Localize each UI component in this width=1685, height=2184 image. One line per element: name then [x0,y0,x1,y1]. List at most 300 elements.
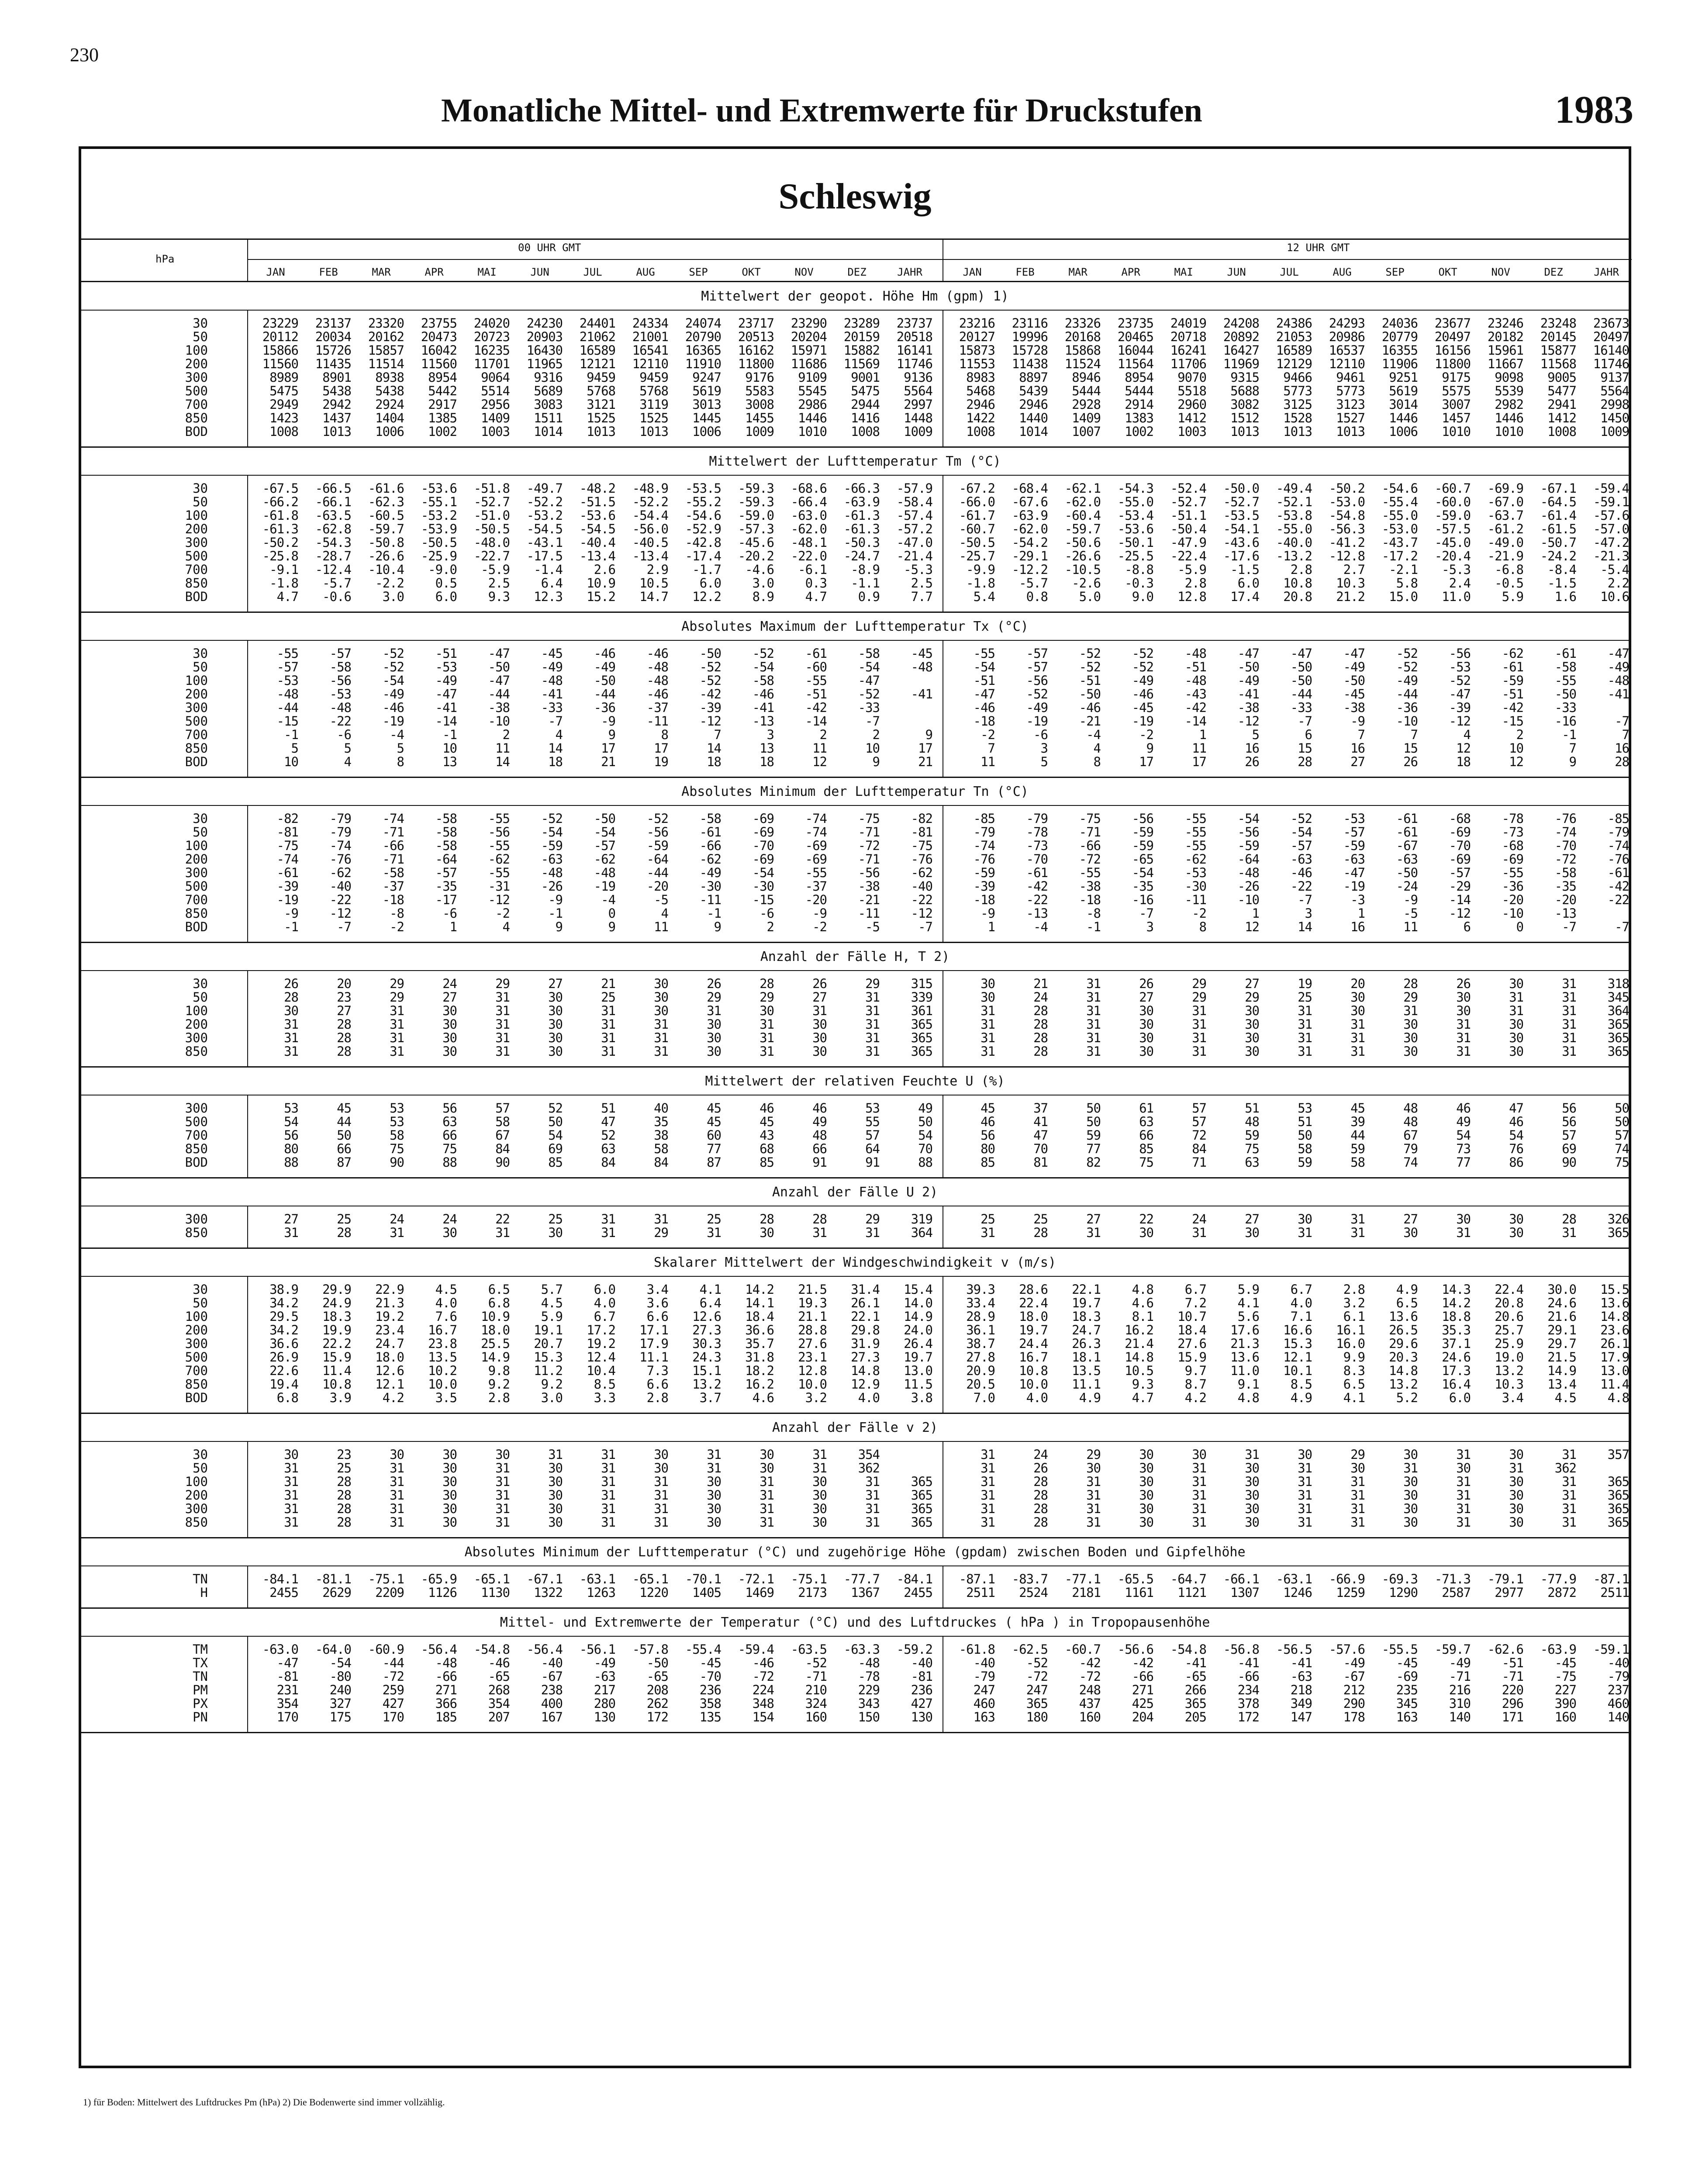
table-cell: -14 [1449,892,1471,907]
table-cell: 20.7 [534,1336,563,1351]
table-cell: -56 [858,865,880,880]
table-cell: -7 [1562,919,1576,934]
table-cell: -52 [1132,660,1153,674]
table-cell: -65 [1184,1669,1206,1684]
table-cell: -1.1 [851,576,880,591]
table-cell: 24 [390,1212,404,1227]
table-row [81,384,1629,398]
table-cell: -2 [1139,727,1153,742]
table-cell: -1.5 [1547,576,1576,591]
table-cell: 31 [1456,1474,1471,1489]
table-cell: 44 [1350,1128,1365,1143]
table-cell: 24 [442,976,457,991]
table-cell: 88 [918,1155,932,1170]
table-cell: 5689 [534,384,563,398]
table-cell: 4.6 [1132,1296,1153,1310]
table-cell: -65 [1132,852,1153,867]
table-cell: -5 [1403,906,1418,921]
table-cell: -68 [1502,838,1523,853]
table-cell: 15971 [791,343,827,358]
table-cell: 63 [442,1114,457,1129]
table-cell: 8946 [1072,370,1101,385]
month-header: MAR [1068,266,1088,278]
table-cell: 2924 [375,397,404,412]
row-label: 100 [185,1309,208,1324]
table-cell: 154 [752,1710,774,1724]
table-cell: -6.8 [1495,562,1523,577]
table-cell: 17 [918,741,932,756]
table-cell: 20162 [368,329,404,344]
table-cell: 12110 [1329,356,1365,371]
table-cell: 3.0 [382,589,404,604]
table-cell: 13.2 [692,1377,721,1392]
table-cell: 56 [284,1128,298,1143]
table-cell: 160 [1079,1710,1101,1724]
table-cell: -66.4 [791,494,827,509]
table-cell: 30.3 [692,1336,721,1351]
table-cell: 8954 [428,370,457,385]
table-cell: 31 [601,1461,615,1476]
table-cell: 12.6 [692,1309,721,1324]
section-title: Mittel- und Extremwerte der Temperatur (°C) und des Luftdruckes ( hPa ) in Tropopausenhöhe [81,1609,1629,1637]
table-cell: 11 [981,754,995,769]
table-cell: 4.1 [1237,1296,1259,1310]
table-cell: -9 [812,906,827,921]
table-cell: 21.2 [1336,589,1365,604]
unit-label: hPa [155,253,175,265]
row-label: TN [193,1669,208,1684]
table-cell: 20.8 [1495,1296,1523,1310]
table-cell: 16.1 [1336,1323,1365,1337]
table-cell: -49 [594,1655,615,1670]
table-cell: 365 [1607,1225,1629,1240]
table-cell: 5773 [1336,384,1365,398]
table-cell: 18 [1456,754,1471,769]
table-cell: 30 [548,1461,563,1476]
table-cell: 30 [654,1461,668,1476]
table-cell: 31 [981,1461,995,1476]
table-cell: 30 [548,1003,563,1018]
table-cell: -58 [858,646,880,661]
table-cell: 13.6 [1389,1309,1418,1324]
table-cell: -70 [1554,838,1576,853]
table-cell: -33 [1290,700,1312,715]
table-cell: -51.8 [473,481,510,496]
table-cell: 56 [442,1101,457,1116]
table-cell: 30 [707,1044,721,1059]
table-cell: -45 [1554,1655,1576,1670]
table-cell: 30 [654,1003,668,1018]
table-cell: 4.0 [594,1296,615,1310]
row-label: 30 [193,316,208,331]
table-cell: -52 [382,660,404,674]
table-cell: 20723 [473,329,510,344]
table-cell: 30 [1245,1030,1259,1045]
table-cell: 63 [1139,1114,1153,1129]
table-row [81,590,1629,604]
table-cell: 13 [442,754,457,769]
section-title: Mittelwert der Lufttemperatur Tm (°C) [81,448,1629,476]
table-cell: 2986 [798,397,827,412]
table-cell: -53 [1184,865,1206,880]
table-cell: 29.5 [269,1309,298,1324]
row-label: 200 [185,1488,208,1503]
table-cell: -79.1 [1487,1572,1523,1586]
table-cell: -12 [329,906,351,921]
table-cell: 30 [1139,1461,1153,1476]
month-header: NOV [1491,266,1510,278]
table-cell: -61 [1396,825,1418,840]
table-cell: -37 [646,700,668,715]
table-cell: 25 [707,1212,721,1227]
table-cell: 1121 [1177,1585,1206,1600]
table-cell: 30 [707,1501,721,1516]
row-label: 30 [193,1282,208,1297]
table-cell: -9 [981,906,995,921]
table-cell: -64 [435,852,457,867]
table-cell: -67 [1396,838,1418,853]
table-cell: 30 [1456,1003,1471,1018]
row-label: 30 [193,481,208,496]
table-cell: -39 [973,879,995,894]
table-cell: -9 [548,892,563,907]
table-cell: 22.2 [322,1336,351,1351]
table-cell: -56.5 [1276,1642,1312,1657]
table-cell: 31 [1192,1515,1206,1530]
table-cell: -39 [1449,700,1471,715]
table-row [81,1115,1629,1129]
table-cell: 22.1 [851,1309,880,1324]
table-cell: 31 [865,1488,880,1503]
table-cell: 67 [495,1128,510,1143]
table-cell: 3013 [692,397,721,412]
table-cell: -9.0 [428,562,457,577]
table-cell: 31 [1086,1225,1101,1240]
row-label: BOD [185,1155,208,1170]
table-cell: -52.9 [685,522,721,536]
table-cell: 24334 [632,316,668,331]
table-cell: -59.7 [368,522,404,536]
table-cell: 87 [337,1155,351,1170]
table-cell: -66.5 [315,481,351,496]
table-cell: 26.1 [851,1296,880,1310]
row-label: 100 [185,508,208,523]
data-section [81,943,1629,1068]
table-cell: 31 [707,1003,721,1018]
table-cell: -14 [805,714,827,729]
table-cell: 1455 [745,411,774,425]
table-cell: 21.4 [1125,1336,1153,1351]
table-cell: 20.6 [1495,1309,1523,1324]
table-cell: -24.2 [1540,549,1576,563]
table-cell: 28 [1033,1003,1048,1018]
table-cell: 1409 [1072,411,1101,425]
section-title: Mittelwert der geopot. Höhe Hm (gpm) 1) [81,283,1629,311]
table-cell: -54 [1132,865,1153,880]
table-cell: 30 [548,1501,563,1516]
table-cell: -7 [1298,892,1312,907]
table-cell: -61 [699,825,721,840]
table-cell: -4 [1086,727,1101,742]
table-cell: 20513 [738,329,774,344]
month-header: AUG [636,266,655,278]
table-cell: 6.5 [488,1282,510,1297]
table-cell: -14 [1184,714,1206,729]
row-label: 50 [193,1296,208,1310]
table-cell: -71 [1449,1669,1471,1684]
table-cell: 5 [1040,754,1048,769]
table-cell: -6 [1033,727,1048,742]
table-cell: 31 [390,1461,404,1476]
table-cell: 6.6 [646,1309,668,1324]
row-label: 100 [185,838,208,853]
table-row [81,509,1629,522]
table-cell: 170 [276,1710,298,1724]
table-cell: 15 [1403,741,1418,756]
table-cell: 29 [390,990,404,1005]
table-cell: 15961 [1487,343,1523,358]
table-cell: -59.3 [738,481,774,496]
table-cell: -74 [382,811,404,826]
table-cell: 3.0 [541,1390,563,1405]
table-cell: 3.7 [699,1390,721,1405]
table-cell: 5438 [322,384,351,398]
row-label: 300 [185,1336,208,1351]
table-cell: 19.7 [1019,1323,1048,1337]
table-cell: 28 [1403,976,1418,991]
table-cell: -59.0 [738,508,774,523]
table-cell: -53.0 [1381,522,1418,536]
table-cell: 31 [601,1447,615,1462]
table-cell: 6.0 [1237,576,1259,591]
table-cell: 30 [1350,1003,1365,1018]
table-cell: 30 [654,990,668,1005]
table-cell: -10 [1396,714,1418,729]
table-cell: -21 [858,892,880,907]
table-cell: 30 [1509,976,1523,991]
table-cell: 31 [1086,1515,1101,1530]
table-cell: -4 [601,892,615,907]
table-cell: 11568 [1540,356,1576,371]
table-cell: 7 [1569,741,1576,756]
table-cell: 91 [865,1155,880,1170]
table-cell: 3.4 [1502,1390,1523,1405]
table-cell: 23289 [843,316,880,331]
table-cell: -19 [382,714,404,729]
table-cell: -4 [1033,919,1048,934]
table-cell: 16589 [579,343,615,358]
table-cell: 217 [594,1683,615,1697]
table-cell: 14.3 [1442,1282,1471,1297]
table-cell: 30 [707,1017,721,1032]
table-cell: 15728 [1012,343,1048,358]
table-cell: 12.4 [587,1350,615,1365]
table-cell: 31 [495,990,510,1005]
table-cell: -46 [1132,687,1153,702]
table-cell: 31 [1192,1488,1206,1503]
table-cell: -70 [1026,852,1048,867]
table-cell: -72 [1026,1669,1048,1684]
table-cell: -56.6 [1117,1642,1153,1657]
table-cell: 343 [858,1696,880,1711]
table-cell: 9 [714,919,721,934]
table-cell: 7.3 [646,1363,668,1378]
table-cell: -48 [858,1655,880,1670]
table-cell: 2181 [1072,1585,1101,1600]
row-label: 200 [185,1323,208,1337]
table-cell: 5514 [481,384,510,398]
table-cell: -77.1 [1064,1572,1101,1586]
table-cell: 2.5 [911,576,932,591]
table-cell: 9 [608,919,615,934]
table-cell: -79 [329,825,351,840]
table-cell: -55.2 [685,494,721,509]
table-cell: 9.1 [1237,1377,1259,1392]
month-header: DEZ [847,266,867,278]
table-cell: 29 [1245,990,1259,1005]
table-cell: -61.8 [959,1642,995,1657]
table-cell: 1 [988,919,995,934]
table-cell: -69 [752,852,774,867]
table-cell: -77.9 [1540,1572,1576,1586]
table-cell: 31 [1086,976,1101,991]
table-cell: 31 [707,1461,721,1476]
table-row [81,1226,1629,1240]
table-cell: -12.2 [1012,562,1048,577]
table-cell: 1469 [745,1585,774,1600]
table-cell: -54 [752,865,774,880]
table-cell: 18.0 [481,1323,510,1337]
table-cell: -60.7 [1064,1642,1101,1657]
table-cell: 23.4 [375,1323,404,1337]
table-cell: 20986 [1329,329,1365,344]
table-cell: -61 [1502,660,1523,674]
table-cell: 378 [1237,1696,1259,1711]
table-cell: 37.1 [1442,1336,1471,1351]
table-cell: 12129 [1276,356,1312,371]
table-cell: 30 [442,1474,457,1489]
table-cell: -75.1 [368,1572,404,1586]
table-row [81,715,1629,728]
row-label: 50 [193,1461,208,1476]
table-cell: -42 [805,700,827,715]
table-cell: 9316 [534,370,563,385]
table-cell: 31 [1086,1044,1101,1059]
table-cell: 30 [1456,1461,1471,1476]
table-cell: -81 [276,1669,298,1684]
table-cell: -52 [1079,646,1101,661]
table-cell: 30 [1139,1003,1153,1018]
table-cell: 31 [1562,1225,1576,1240]
table-cell: 4.9 [1396,1282,1418,1297]
table-cell: 248 [1079,1683,1101,1697]
table-cell: -67.2 [959,481,995,496]
table-cell: 14 [548,741,563,756]
table-cell: 2982 [1495,397,1523,412]
table-cell: 31 [601,1501,615,1516]
table-cell: 31 [654,1501,668,1516]
table-cell: -63.9 [1012,508,1048,523]
table-cell: 2 [767,919,774,934]
table-cell: -81 [911,825,932,840]
table-cell: 28 [1033,1030,1048,1045]
table-cell: 4.1 [1343,1390,1365,1405]
table-cell: 31 [981,1030,995,1045]
table-cell: -64.0 [315,1642,351,1657]
table-cell: -52.7 [1170,494,1206,509]
table-cell: -9 [1350,714,1365,729]
table-cell: 79 [1403,1141,1418,1156]
table-cell: -63.0 [791,508,827,523]
table-cell: 18 [760,754,774,769]
table-cell: -63.9 [1540,1642,1576,1657]
table-cell: 25.5 [481,1336,510,1351]
table-cell: -74 [329,838,351,853]
section-title: Absolutes Minimum der Lufttemperatur (°C) und zugehörige Höhe (gpdam) zwischen Boden und Gipfelhöhe [81,1538,1629,1566]
table-cell: 30 [1139,1515,1153,1530]
table-cell: -52 [699,660,721,674]
table-cell: 17 [1192,754,1206,769]
table-cell: 10.8 [1019,1363,1048,1378]
table-cell: -36 [594,700,615,715]
table-cell: -6 [760,906,774,921]
table-cell: 1404 [375,411,404,425]
table-cell: -52 [646,811,668,826]
table-cell: 2.8 [488,1390,510,1405]
table-cell: 75 [390,1141,404,1156]
table-cell: 48 [1403,1114,1418,1129]
table-cell: 30 [1403,1488,1418,1503]
table-cell: -56 [1237,825,1259,840]
table-cell: -53 [329,687,351,702]
table-cell: -50.5 [959,535,995,550]
table-cell: 362 [1554,1461,1576,1476]
table-cell: 30 [812,1501,827,1516]
table-cell: 10.8 [322,1377,351,1392]
table-cell: 15868 [1064,343,1101,358]
table-cell: 4.7 [1132,1390,1153,1405]
table-cell: -7 [865,714,880,729]
table-cell: 2209 [375,1585,404,1600]
table-cell: -15 [1502,714,1523,729]
table-cell: 48 [1245,1114,1259,1129]
table-cell: 53 [390,1114,404,1129]
table-cell: 28 [1033,1501,1048,1516]
table-row [81,1031,1629,1045]
table-cell: 11564 [1117,356,1153,371]
table-cell: 19 [654,754,668,769]
data-section [81,778,1629,943]
table-cell: 30 [1456,990,1471,1005]
table-cell: 3 [1146,919,1153,934]
table-cell: 28 [284,990,298,1005]
table-cell: 31 [601,1017,615,1032]
table-cell: -22 [911,892,932,907]
table-cell: 31 [1403,1461,1418,1476]
table-cell: -45 [1396,1655,1418,1670]
table-cell: -52 [541,811,563,826]
table-cell: -47 [488,646,510,661]
table-cell: -50.8 [368,535,404,550]
table-cell: 19.1 [534,1323,563,1337]
table-row [81,660,1629,674]
table-cell: -72 [1079,852,1101,867]
table-cell: 30 [1245,1044,1259,1059]
table-cell: 9.7 [1184,1363,1206,1378]
table-cell: 30 [1245,1488,1259,1503]
table-cell: -29.1 [1012,549,1048,563]
table-cell: -13 [752,714,774,729]
